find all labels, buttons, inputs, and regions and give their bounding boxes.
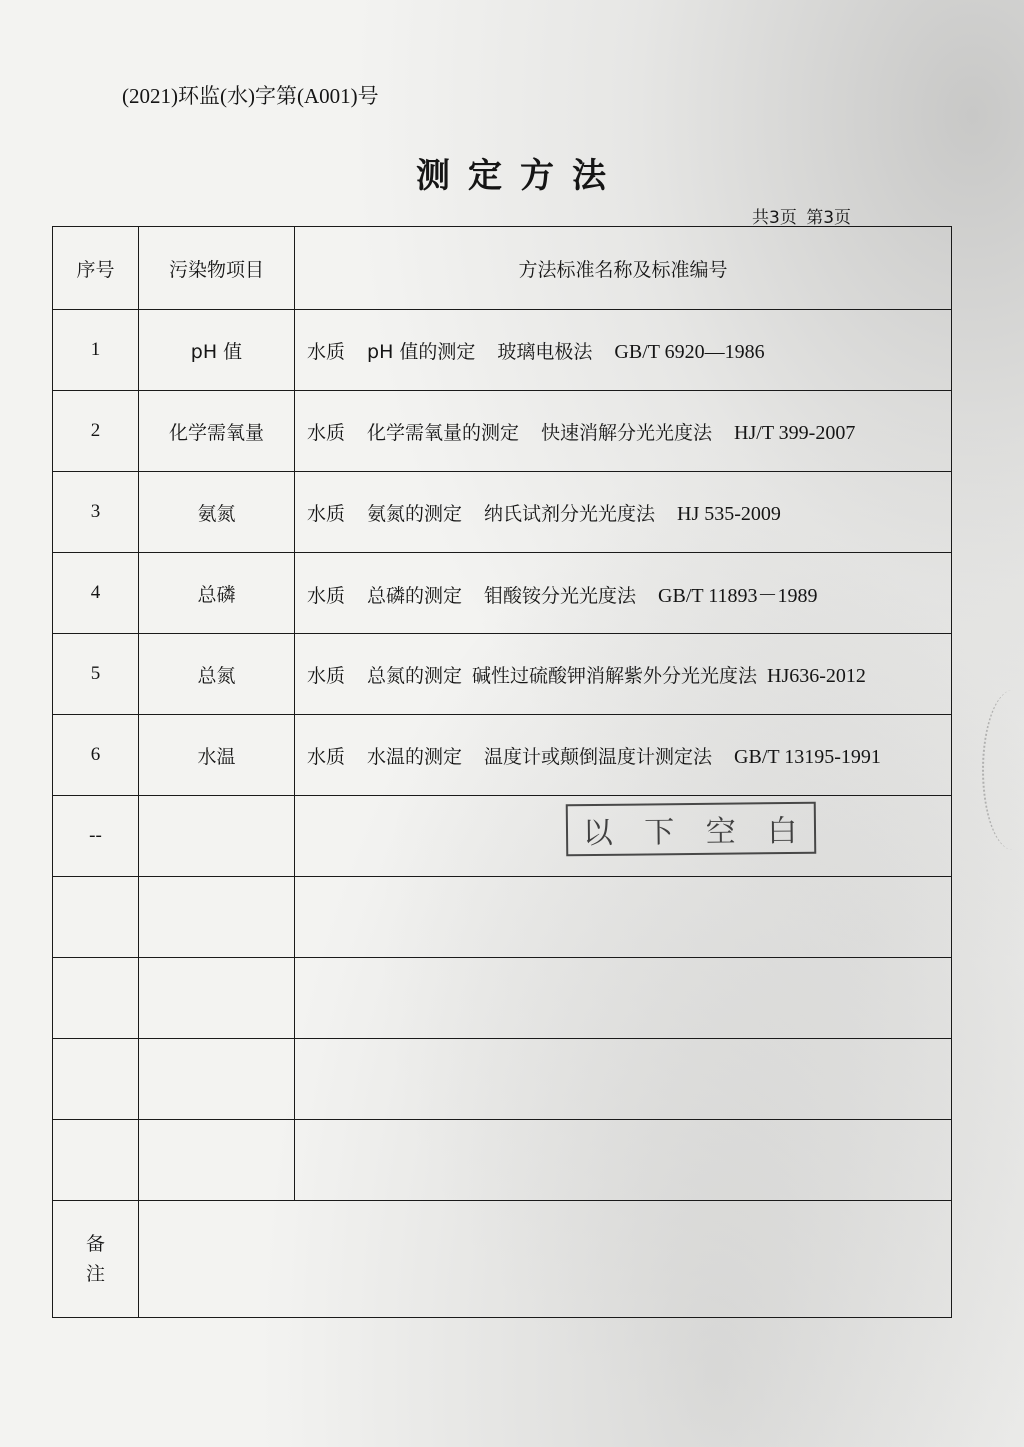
method-name: 总氮的测定 [367, 664, 463, 687]
stamp-char: 白 [767, 813, 800, 850]
method-standard: HJ636-2012 [767, 664, 866, 687]
method-technique: 钼酸铵分光光度法 [484, 584, 637, 607]
table-row [53, 472, 952, 553]
empty-cell [53, 1120, 139, 1201]
method-standard: GB/T 13195-1991 [734, 745, 881, 768]
row-method [295, 391, 952, 472]
method-technique: 玻璃电极法 [497, 340, 593, 363]
empty-cell [295, 877, 952, 958]
empty-cell [295, 958, 952, 1039]
row-item: 氨氮 [139, 472, 295, 553]
table-row [53, 553, 952, 634]
stamp-char: 下 [644, 815, 677, 851]
row-no: 2 [53, 391, 139, 472]
row-method [295, 634, 952, 715]
row-item [139, 796, 295, 877]
row-item: 总氮 [139, 634, 295, 715]
method-table [52, 226, 952, 1318]
remarks-value [139, 1201, 952, 1318]
row-method [295, 553, 952, 634]
document-title: 测定方法 [416, 156, 624, 196]
method-technique: 快速消解分光光度法 [541, 421, 713, 444]
method-standard: GB/T 6920—1986 [614, 340, 765, 363]
method-technique: 纳氏试剂分光光度法 [484, 502, 656, 525]
header-no: 序号 [53, 227, 139, 310]
row-item: 水温 [139, 715, 295, 796]
edge-seal-mark [982, 690, 1024, 850]
row-no: 4 [53, 553, 139, 634]
method-name: 水温的测定 [367, 745, 463, 768]
table-row-empty [53, 1039, 952, 1120]
method-category: 水质 [307, 745, 346, 768]
method-category: 水质 [307, 502, 346, 525]
row-no: 3 [53, 472, 139, 553]
method-name: pH 值的测定 [367, 340, 476, 363]
empty-cell [139, 1039, 295, 1120]
method-name: 氨氮的测定 [367, 502, 463, 525]
table-row-empty [53, 958, 952, 1039]
row-method [295, 472, 952, 553]
empty-cell [295, 1039, 952, 1120]
method-name: 总磷的测定 [367, 584, 463, 607]
method-category: 水质 [307, 340, 346, 363]
table-row-empty [53, 1120, 952, 1201]
stamp-char: 以 [582, 815, 615, 852]
stamp-char: 空 [705, 814, 738, 850]
method-standard: GB/T 11893－1989 [658, 584, 818, 607]
empty-cell [53, 958, 139, 1039]
empty-cell [139, 1120, 295, 1201]
blank-below-stamp [566, 802, 817, 857]
method-category: 水质 [307, 584, 346, 607]
row-item: pH 值 [139, 310, 295, 391]
row-item: 总磷 [139, 553, 295, 634]
table-row [53, 310, 952, 391]
row-no: -- [53, 796, 139, 877]
row-no: 1 [53, 310, 139, 391]
table-row [53, 715, 952, 796]
empty-cell [53, 877, 139, 958]
remarks-row [53, 1201, 952, 1318]
empty-cell [139, 958, 295, 1039]
method-technique: 碱性过硫酸钾消解紫外分光光度法 [472, 664, 758, 687]
remarks-label [53, 1201, 139, 1318]
table-row-empty [53, 877, 952, 958]
header-method: 方法标准名称及标准编号 [295, 227, 952, 310]
row-method [295, 310, 952, 391]
empty-cell [295, 1120, 952, 1201]
table-row [53, 796, 952, 877]
method-standard: HJ 535-2009 [677, 502, 781, 525]
method-standard: HJ/T 399-2007 [734, 421, 856, 444]
method-category: 水质 [307, 421, 346, 444]
method-technique: 温度计或颠倒温度计测定法 [484, 745, 713, 768]
page-count: 共3页 第3页 [752, 208, 852, 228]
row-method [295, 715, 952, 796]
remarks-label-text: 备 注 [85, 1233, 105, 1285]
row-item: 化学需氧量 [139, 391, 295, 472]
table-row [53, 391, 952, 472]
empty-cell [53, 1039, 139, 1120]
document-number: (2021)环监(水)字第(A001)号 [122, 84, 379, 108]
row-no: 6 [53, 715, 139, 796]
method-name: 化学需氧量的测定 [367, 421, 520, 444]
row-no: 5 [53, 634, 139, 715]
empty-cell [139, 877, 295, 958]
header-item: 污染物项目 [139, 227, 295, 310]
method-category: 水质 [307, 664, 346, 687]
table-header-row [53, 227, 952, 310]
table-row [53, 634, 952, 715]
